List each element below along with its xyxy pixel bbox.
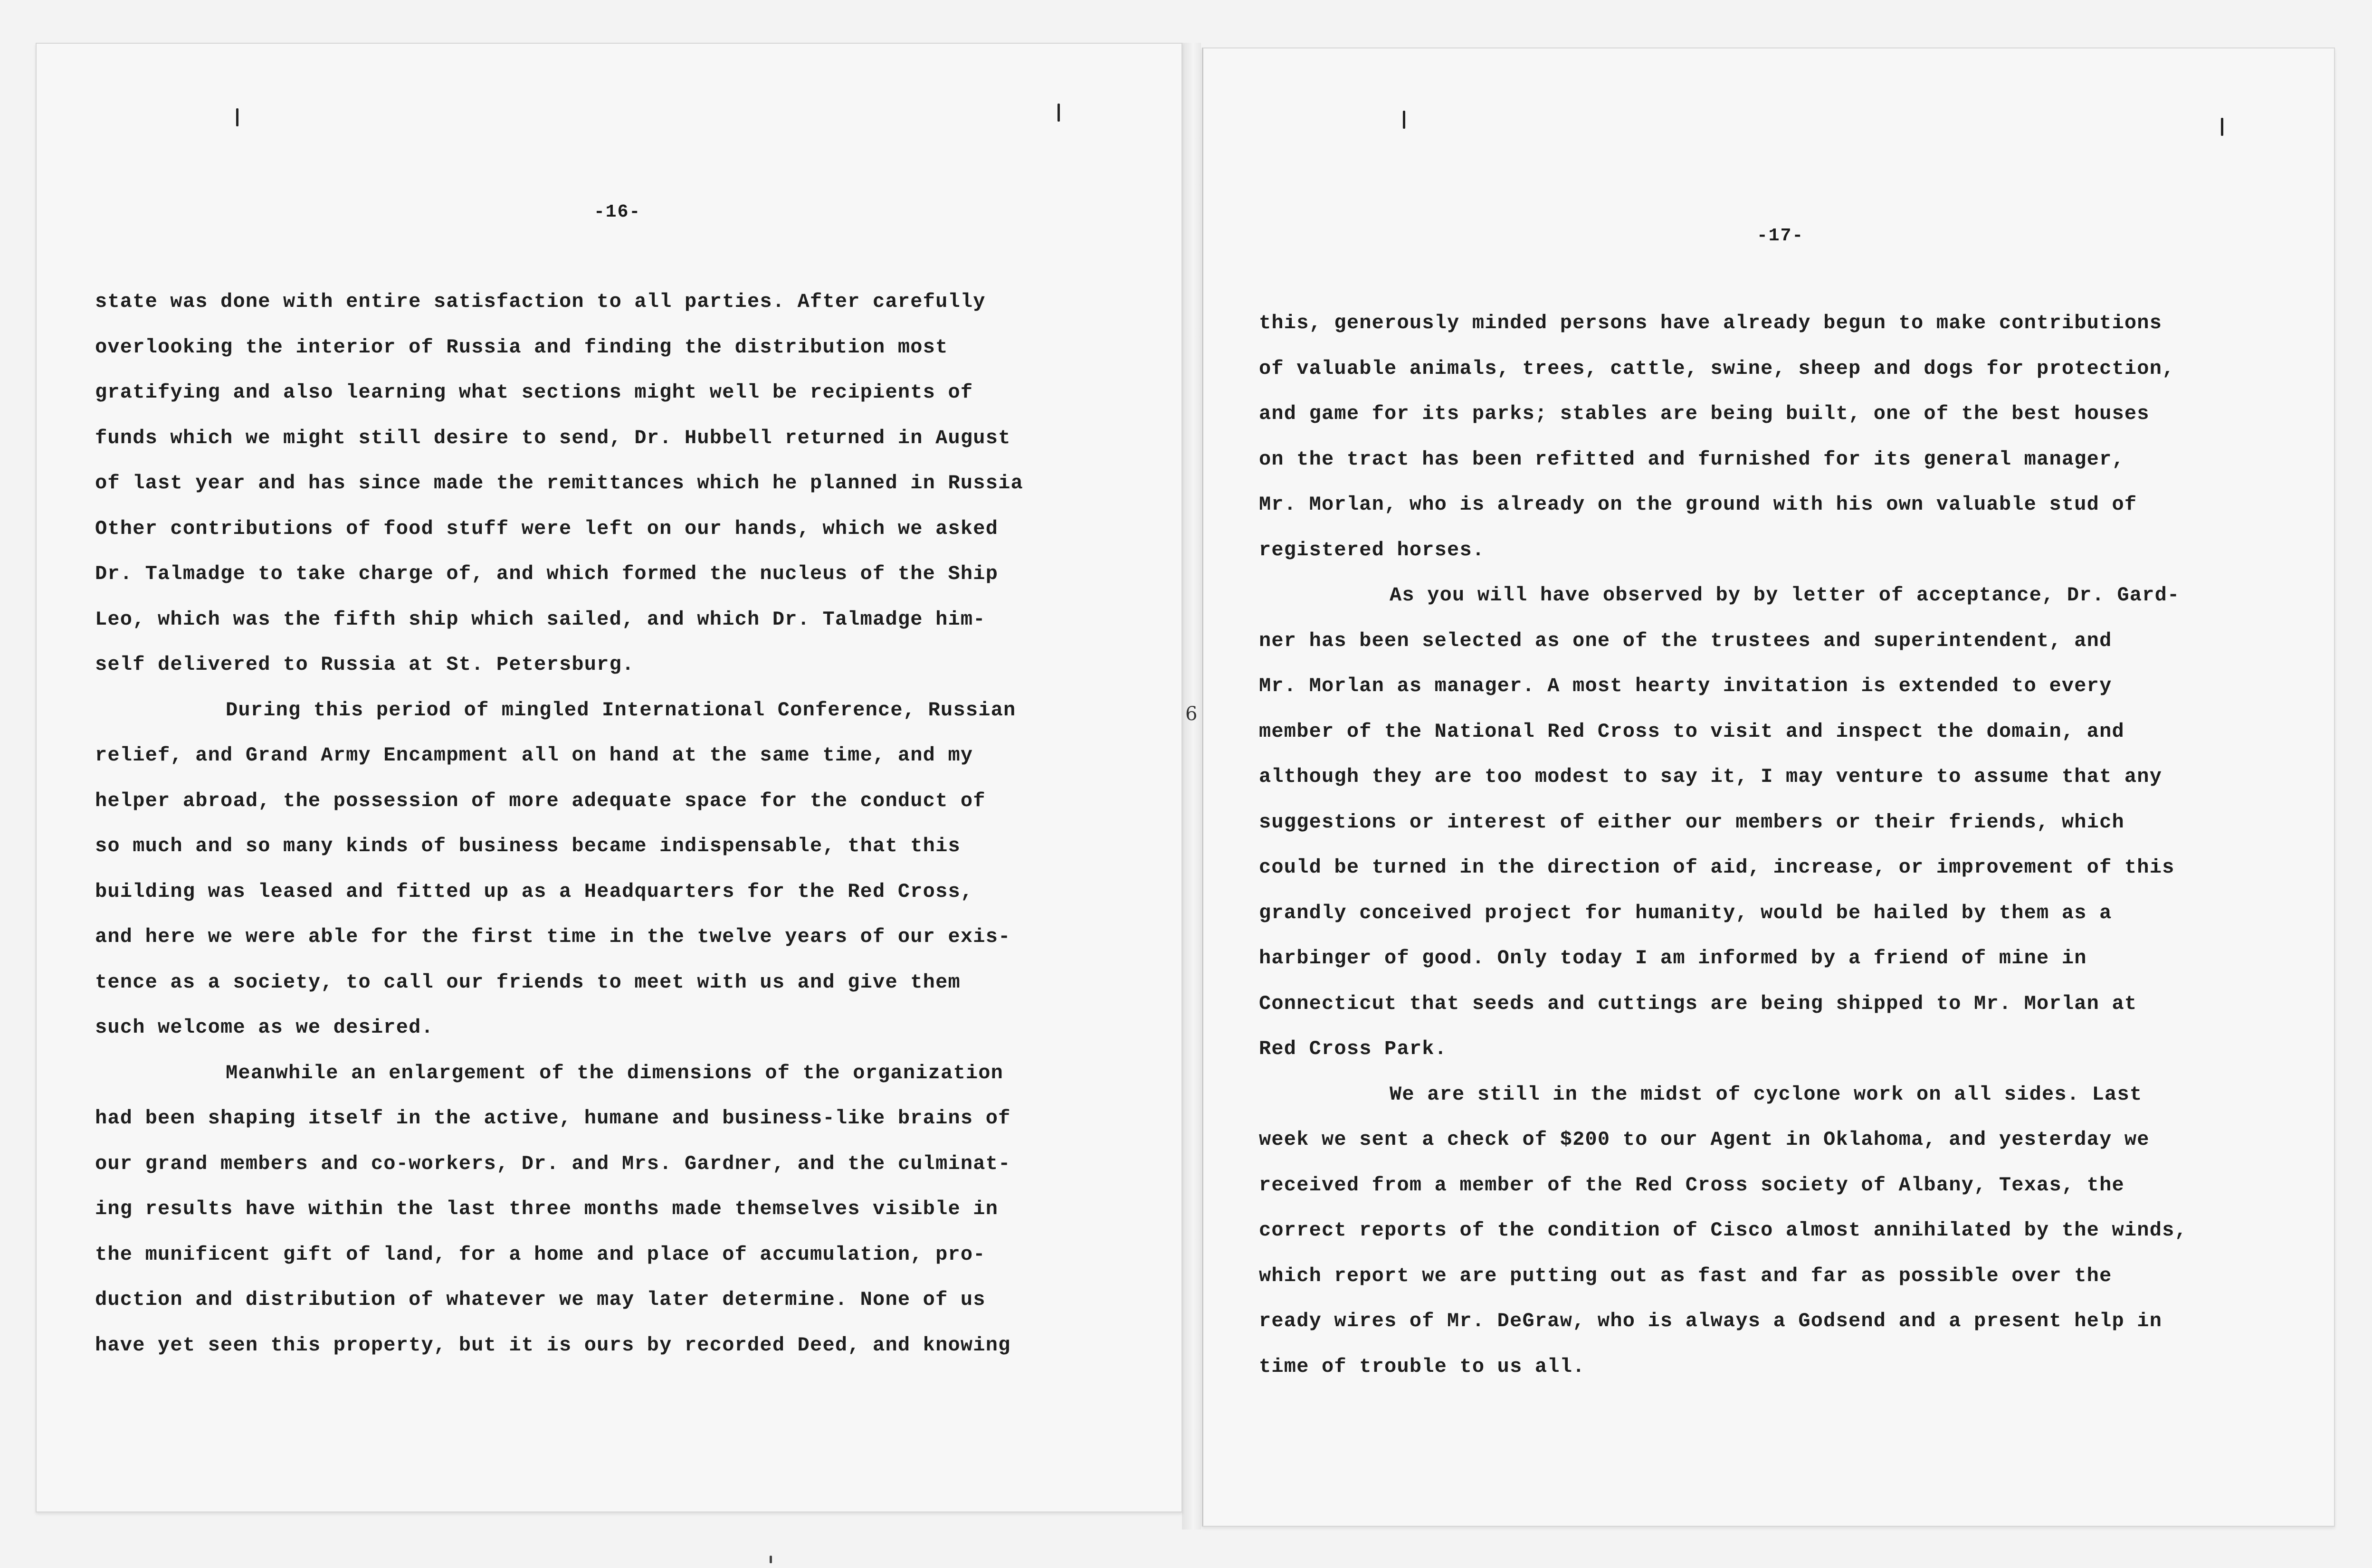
text-line: which report we are putting out as fast and far as possible over the [1259,1264,2112,1287]
book-spine [1182,43,1201,1530]
text-line: ner has been selected as one of the trustees and superintendent, and [1259,629,2112,652]
text-line: gratifying and also learning what sections might well be recipients of [95,381,973,404]
text-line: had been shaping itself in the active, humane and business-like brains of [95,1107,1011,1130]
page-number-right: -17- [1757,226,1804,246]
text-line: this, generously minded persons have already begun to make contributions [1259,312,2162,334]
paragraph-start-line: As you will have observed by by letter of acceptance, Dr. Gard- [1390,584,2180,607]
text-line: helper abroad, the possession of more adequate space for the conduct of [95,789,986,812]
text-line: although they are too modest to say it, I may venture to assume that any [1259,765,2162,788]
text-line: suggestions or interest of either our members or their friends, which [1259,810,2124,834]
text-line: Red Cross Park. [1259,1037,1448,1060]
paragraph-start-line: During this period of mingled International Conference, Russian [226,698,1016,722]
text-line: and here we were able for the first time in the twelve years of our exis- [95,925,1011,948]
text-line: harbinger of good. Only today I am informed by a friend of mine in [1259,947,2087,969]
page-number-left: -16- [594,202,641,222]
text-line: Leo, which was the fifth ship which sailed, and which Dr. Talmadge him- [95,608,986,631]
text-line: ing results have within the last three months made themselves visible in [95,1197,999,1220]
text-line: Mr. Morlan, who is already on the ground with his own valuable stud of [1259,493,2137,516]
text-line: on the tract has been refitted and furnished for its general manager, [1259,447,2124,471]
right-page-body [1259,309,2187,1397]
text-line: could be turned in the direction of aid, increase, or improvement of this [1259,856,2175,879]
text-line: Other contributions of food stuff were left on our hands, which we asked [95,517,999,540]
text-line: have yet seen this property, but it is ours by recorded Deed, and knowing [95,1333,1011,1357]
text-line: member of the National Red Cross to visit and inspect the domain, and [1259,720,2124,743]
paragraph-start-line: Meanwhile an enlargement of the dimensions of the organization [226,1061,1004,1084]
text-line: relief, and Grand Army Encampment all on hand at the same time, and my [95,744,973,767]
text-line: so much and so many kinds of business became indispensable, that this [95,835,961,857]
text-line: Dr. Talmadge to take charge of, and which formed the nucleus of the Ship [95,562,999,585]
text-line: registered horses. [1259,538,1485,561]
binding-mark [1403,111,1405,129]
binding-mark [2221,118,2223,136]
text-line: of last year and has since made the remittances which he planned in Russia [95,472,1023,494]
handwritten-margin-note: 6 [1185,703,1198,725]
text-line: such welcome as we desired. [95,1016,434,1039]
text-line: received from a member of the Red Cross society of Albany, Texas, the [1259,1173,2124,1197]
text-line: overlooking the interior of Russia and finding the distribution most [95,335,948,359]
text-line: Mr. Morlan as manager. A most hearty invitation is extended to every [1259,675,2112,697]
text-line: and game for its parks; stables are being built, one of the best houses [1259,402,2150,425]
ink-speck [770,1556,772,1563]
text-line: our grand members and co-workers, Dr. and Mrs. Gardner, and the culminat- [95,1152,1011,1175]
text-line: grandly conceived project for humanity, would be hailed by them as a [1259,901,2112,924]
text-line: time of trouble to us all. [1259,1355,1585,1378]
text-line: self delivered to Russia at St. Petersburg. [95,653,635,676]
text-line: duction and distribution of whatever we may later determine. None of us [95,1288,986,1311]
text-line: tence as a society, to call our friends to meet with us and give them [95,970,961,994]
text-line: state was done with entire satisfaction to all parties. After carefully [95,290,986,313]
left-page-body [95,287,1023,1376]
text-line: funds which we might still desire to send, Dr. Hubbell returned in August [95,426,1011,449]
paragraph-start-line: We are still in the midst of cyclone work on all sides. Last [1390,1083,2143,1106]
text-line: week we sent a check of $200 to our Agent in Oklahoma, and yesterday we [1259,1128,2150,1151]
binding-mark [236,108,238,126]
text-line: the munificent gift of land, for a home and place of accumulation, pro- [95,1243,986,1266]
binding-mark [1057,104,1060,122]
text-line: ready wires of Mr. DeGraw, who is always a Godsend and a present help in [1259,1310,2162,1332]
text-line: correct reports of the condition of Cisco almost annihilated by the winds, [1259,1219,2187,1242]
text-line: of valuable animals, trees, cattle, swine, sheep and dogs for protection, [1259,357,2175,380]
text-line: Connecticut that seeds and cuttings are being shipped to Mr. Morlan at [1259,992,2137,1015]
text-line: building was leased and fitted up as a Headquarters for the Red Cross, [95,880,973,903]
